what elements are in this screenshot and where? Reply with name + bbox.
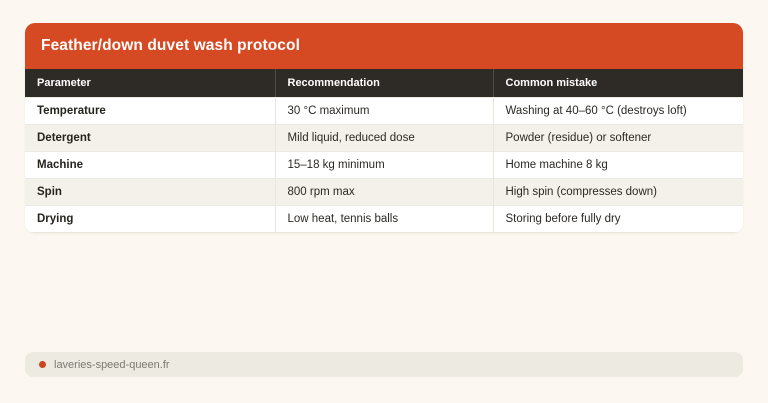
table-row xyxy=(25,97,743,124)
mistake-cell: High spin (compresses down) xyxy=(493,178,743,205)
column-header-recommendation: Recommendation xyxy=(275,69,493,97)
protocol-card xyxy=(25,23,743,233)
mistake-cell: Home machine 8 kg xyxy=(493,151,743,178)
table-row xyxy=(25,124,743,151)
table-row xyxy=(25,178,743,205)
recommendation-cell: Low heat, tennis balls xyxy=(275,205,493,232)
source-url-text: laveries-speed-queen.fr xyxy=(54,358,170,371)
source-dot-icon xyxy=(39,361,46,368)
column-header-parameter: Parameter xyxy=(25,69,275,97)
page-title: Feather/down duvet wash protocol xyxy=(41,37,300,54)
table-row xyxy=(25,151,743,178)
table-header-row xyxy=(25,69,743,97)
recommendation-cell: 30 °C maximum xyxy=(275,97,493,124)
parameter-cell: Detergent xyxy=(25,124,275,151)
table-row xyxy=(25,205,743,232)
parameter-cell: Spin xyxy=(25,178,275,205)
parameter-cell: Drying xyxy=(25,205,275,232)
card-title-bar xyxy=(25,23,743,69)
recommendation-cell: 800 rpm max xyxy=(275,178,493,205)
mistake-cell: Powder (residue) or softener xyxy=(493,124,743,151)
parameter-cell: Temperature xyxy=(25,97,275,124)
recommendation-cell: Mild liquid, reduced dose xyxy=(275,124,493,151)
recommendation-cell: 15–18 kg minimum xyxy=(275,151,493,178)
protocol-table xyxy=(25,69,743,233)
mistake-cell: Washing at 40–60 °C (destroys loft) xyxy=(493,97,743,124)
source-footer-bar xyxy=(25,352,743,377)
parameter-cell: Machine xyxy=(25,151,275,178)
column-header-common-mistake: Common mistake xyxy=(493,69,743,97)
mistake-cell: Storing before fully dry xyxy=(493,205,743,232)
